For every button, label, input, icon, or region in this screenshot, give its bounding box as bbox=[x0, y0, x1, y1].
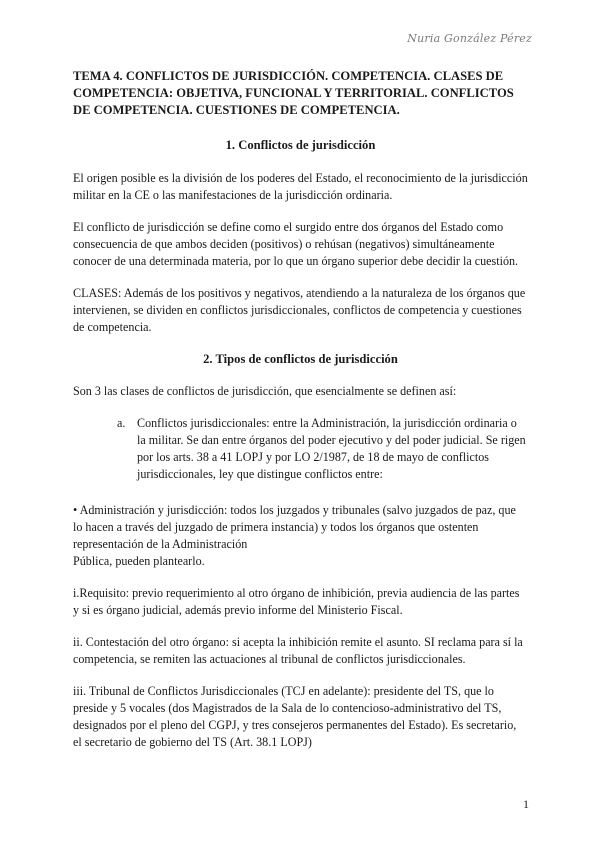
requirement-paragraph: i.Requisito: previo requerimiento al otro órgano de inhibición, previa audiencia de las partes y si es órgano judicial, además previo informe del Ministerio Fiscal. bbox=[73, 586, 520, 617]
list-marker: a. bbox=[117, 416, 126, 430]
page-number: 1 bbox=[523, 797, 529, 811]
section-2-intro: Son 3 las clases de conflictos de jurisdicción, que esencialmente se definen así: bbox=[73, 384, 457, 398]
conflict-types-list bbox=[73, 415, 528, 483]
section-1-paragraph-3: CLASES: Además de los positivos y negativos, atendiendo a la naturaleza de los órganos que intervienen, se dividen en conflictos jurisdiccionales, conflictos de competencia y cuestiones de competencia. bbox=[73, 286, 526, 334]
author-signature: Nuria González Pérez bbox=[407, 32, 532, 45]
bullet-paragraph: • Administración y jurisdicción: todos los juzgados y tribunales (salvo juzgados de paz, que lo hacen a través del juzgado de primera instancia) y todos los órganos que ostenten representación de la Administración bbox=[73, 503, 516, 551]
contestation-paragraph: ii. Contestación del otro órgano: si acepta la inhibición remite el asunto. SI reclama para sí la competencia, se remiten las actuaciones al tribunal de conflictos jurisdiccionales. bbox=[73, 635, 523, 666]
section-1-paragraph-1: El origen posible es la división de los poderes del Estado, el reconocimiento de la jurisdicción militar en la CE o las manifestaciones de la jurisdicción ordinaria. bbox=[73, 171, 528, 202]
document-title: TEMA 4. CONFLICTOS DE JURISDICCIÓN. COMPETENCIA. CLASES DE COMPETENCIA: OBJETIVA, FUNCIONAL Y TERRITORIAL. CONFLICTOS DE COMPETENCIA. CUESTIONES DE COMPETENCIA. bbox=[73, 69, 514, 117]
list-item-text: Conflictos jurisdiccionales: entre la Administración, la jurisdicción ordinaria o la militar. Se dan entre órganos del poder ejecutivo y del poder judicial. Se rigen por los arts. 38 a 41 LOPJ y por LO 2/1987, de 18 de mayo de conflictos jurisdiccionales, ley que distingue conflictos entre: bbox=[137, 416, 526, 481]
tribunal-paragraph: iii. Tribunal de Conflictos Jurisdiccionales (TCJ en adelante): presidente del TS, que lo preside y 5 vocales (dos Magistrados de la Sala de lo contencioso-administrativo del TS, designados por el pleno del CGPJ, y tres consejeros permanentes del Estado). Es secretario, el secretario de gobierno del TS (Art. 38.1 LOPJ) bbox=[73, 684, 517, 749]
section-1-heading: 1. Conflictos de jurisdicción bbox=[225, 138, 376, 152]
section-2-heading: 2. Tipos de conflictos de jurisdicción bbox=[203, 352, 398, 366]
document-body bbox=[73, 68, 528, 751]
list-item bbox=[73, 415, 528, 483]
bullet-paragraph-continued: Pública, pueden plantearlo. bbox=[73, 554, 205, 568]
section-1-paragraph-2: El conflicto de jurisdicción se define como el surgido entre dos órganos del Estado como consecuencia de que ambos deciden (positivos) o rehúsan (negativos) simultáneamente conocer de una determinada materia, por lo que un órgano superior debe decidir la cuestión. bbox=[73, 220, 519, 268]
